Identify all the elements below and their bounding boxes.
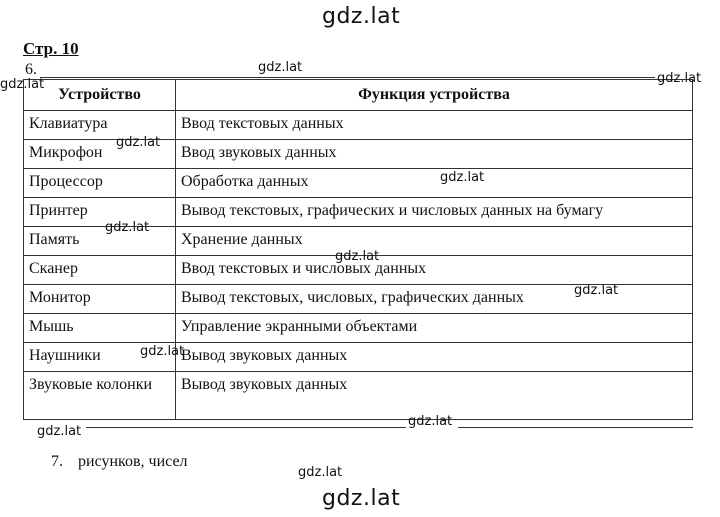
function-cell: Ввод текстовых и числовых данных [176,256,693,285]
function-cell: Вывод звуковых данных [176,372,693,420]
task-7-answer: рисунков, чисел [78,453,188,470]
watermark-small: gdz.lat [657,71,702,86]
table-row [24,372,693,420]
device-cell: Принтер [24,198,176,227]
watermark-small: gdz.lat [298,465,343,480]
function-cell: Управление экранными объектами [176,314,693,343]
header-device: Устройство [24,80,176,111]
watermark-small: gdz.lat [258,60,303,75]
task-6-number: 6. [25,61,37,78]
device-cell: Клавиатура [24,111,176,140]
function-cell: Вывод текстовых, графических и числовых данных на бумагу [176,198,693,227]
watermark-small: gdz.lat [37,424,82,439]
rule-line-bottom-right [458,427,693,428]
device-cell: Процессор [24,169,176,198]
device-cell: Монитор [24,285,176,314]
table-header-row [24,80,693,111]
rule-line-bottom-left [86,427,406,428]
rule-line-top [40,77,655,78]
function-cell: Вывод звуковых данных [176,343,693,372]
function-cell: Обработка данных [176,169,693,198]
device-cell: Мышь [24,314,176,343]
watermark-small: gdz.lat [408,414,453,429]
table-row [24,314,693,343]
device-cell: Наушники [24,343,176,372]
device-cell: Сканер [24,256,176,285]
device-cell: Звуковые колонки [24,372,176,420]
function-cell: Вывод текстовых, числовых, графических данных [176,285,693,314]
watermark-top: gdz.lat [322,4,401,29]
device-cell: Память [24,227,176,256]
watermark-small: gdz.lat [140,344,185,359]
header-function: Функция устройства [176,80,693,111]
watermark-small: gdz.lat [574,283,619,298]
watermark-bottom: gdz.lat [322,486,401,511]
watermark-small: gdz.lat [335,249,380,264]
watermark-small: gdz.lat [0,77,45,92]
watermark-small: gdz.lat [105,220,150,235]
table-row [24,343,693,372]
function-cell: Ввод звуковых данных [176,140,693,169]
watermark-small: gdz.lat [116,135,161,150]
table-row [24,169,693,198]
function-cell: Ввод текстовых данных [176,111,693,140]
function-cell: Хранение данных [176,227,693,256]
page-number: Стр. 10 [23,39,79,58]
watermark-small: gdz.lat [440,170,485,185]
device-cell: Микрофон [24,140,176,169]
task-7-number: 7. [51,453,63,470]
